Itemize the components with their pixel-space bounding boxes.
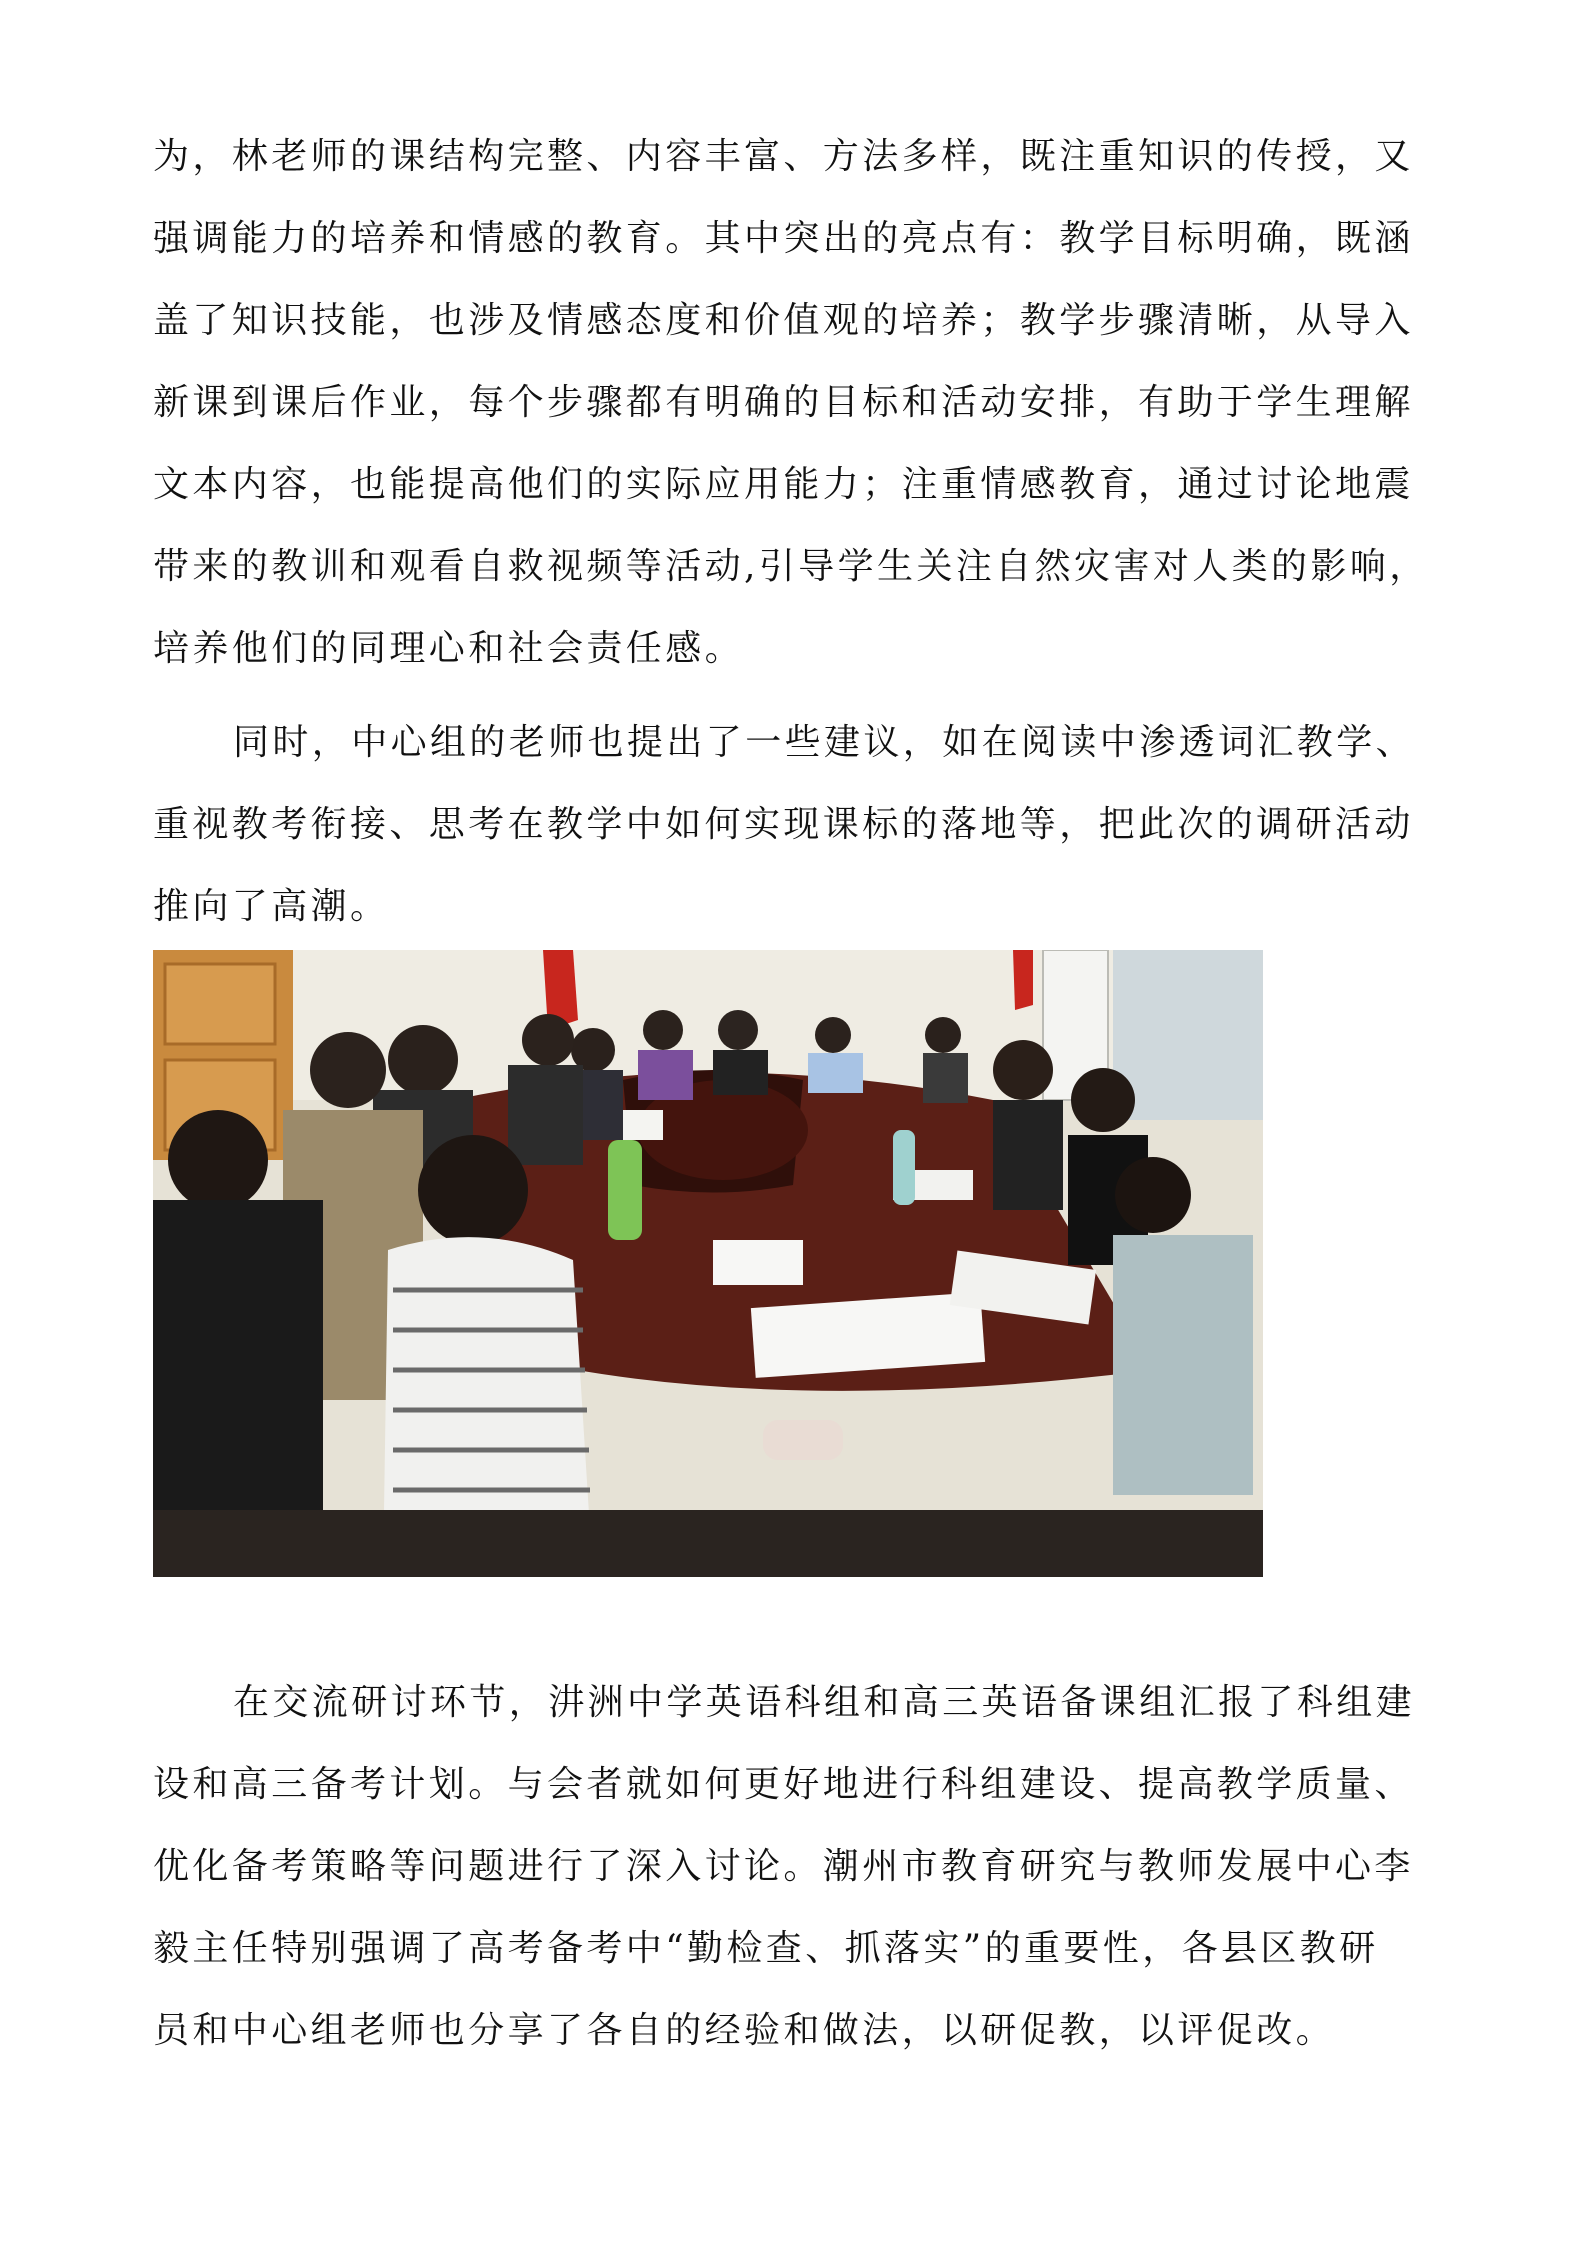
paragraph-line: 员和中心组老师也分享了各自的经验和做法，以研促教，以评促改。 bbox=[153, 2010, 1336, 2051]
paragraph-line: 培养他们的同理心和社会责任感。 bbox=[153, 628, 745, 669]
paragraph-line: 新课到课后作业，每个步骤都有明确的目标和活动安排，有助于学生理解 bbox=[153, 382, 1414, 423]
paragraph-line: 设和高三备考计划。与会者就如何更好地进行科组建设、提高教学质量、 bbox=[153, 1764, 1414, 1805]
paragraph-discussion bbox=[153, 1662, 1443, 2072]
meeting-photo bbox=[153, 950, 1263, 1577]
paragraph-line: 优化备考策略等问题进行了深入讨论。潮州市教育研究与教师发展中心李 bbox=[153, 1846, 1414, 1887]
paragraph-line: 重视教考衔接、思考在教学中如何实现课标的落地等，把此次的调研活动 bbox=[153, 804, 1414, 845]
paragraph-line: 在交流研讨环节，汫洲中学英语科组和高三英语备课组汇报了科组建 bbox=[233, 1682, 1416, 1723]
paragraph-review bbox=[153, 116, 1443, 690]
paragraph-line: 盖了知识技能，也涉及情感态度和价值观的培养；教学步骤清晰，从导入 bbox=[153, 300, 1414, 341]
paragraph-suggestions bbox=[153, 702, 1443, 948]
paragraph-line: 毅主任特别强调了高考备考中“勤检查、抓落实”的重要性，各县区教研 bbox=[153, 1928, 1379, 1969]
paragraph-line: 强调能力的培养和情感的教育。其中突出的亮点有：教学目标明确，既涵 bbox=[153, 218, 1414, 259]
paragraph-line: 同时，中心组的老师也提出了一些建议，如在阅读中渗透词汇教学、 bbox=[233, 722, 1416, 763]
paragraph-line: 文本内容，也能提高他们的实际应用能力；注重情感教育，通过讨论地震 bbox=[153, 464, 1414, 505]
paragraph-line: 带来的教训和观看自救视频等活动,引导学生关注自然灾害对人类的影响， bbox=[153, 546, 1429, 587]
paragraph-line: 推向了高潮。 bbox=[153, 886, 390, 927]
paragraph-line: 为，林老师的课结构完整、内容丰富、方法多样，既注重知识的传授，又 bbox=[153, 136, 1414, 177]
